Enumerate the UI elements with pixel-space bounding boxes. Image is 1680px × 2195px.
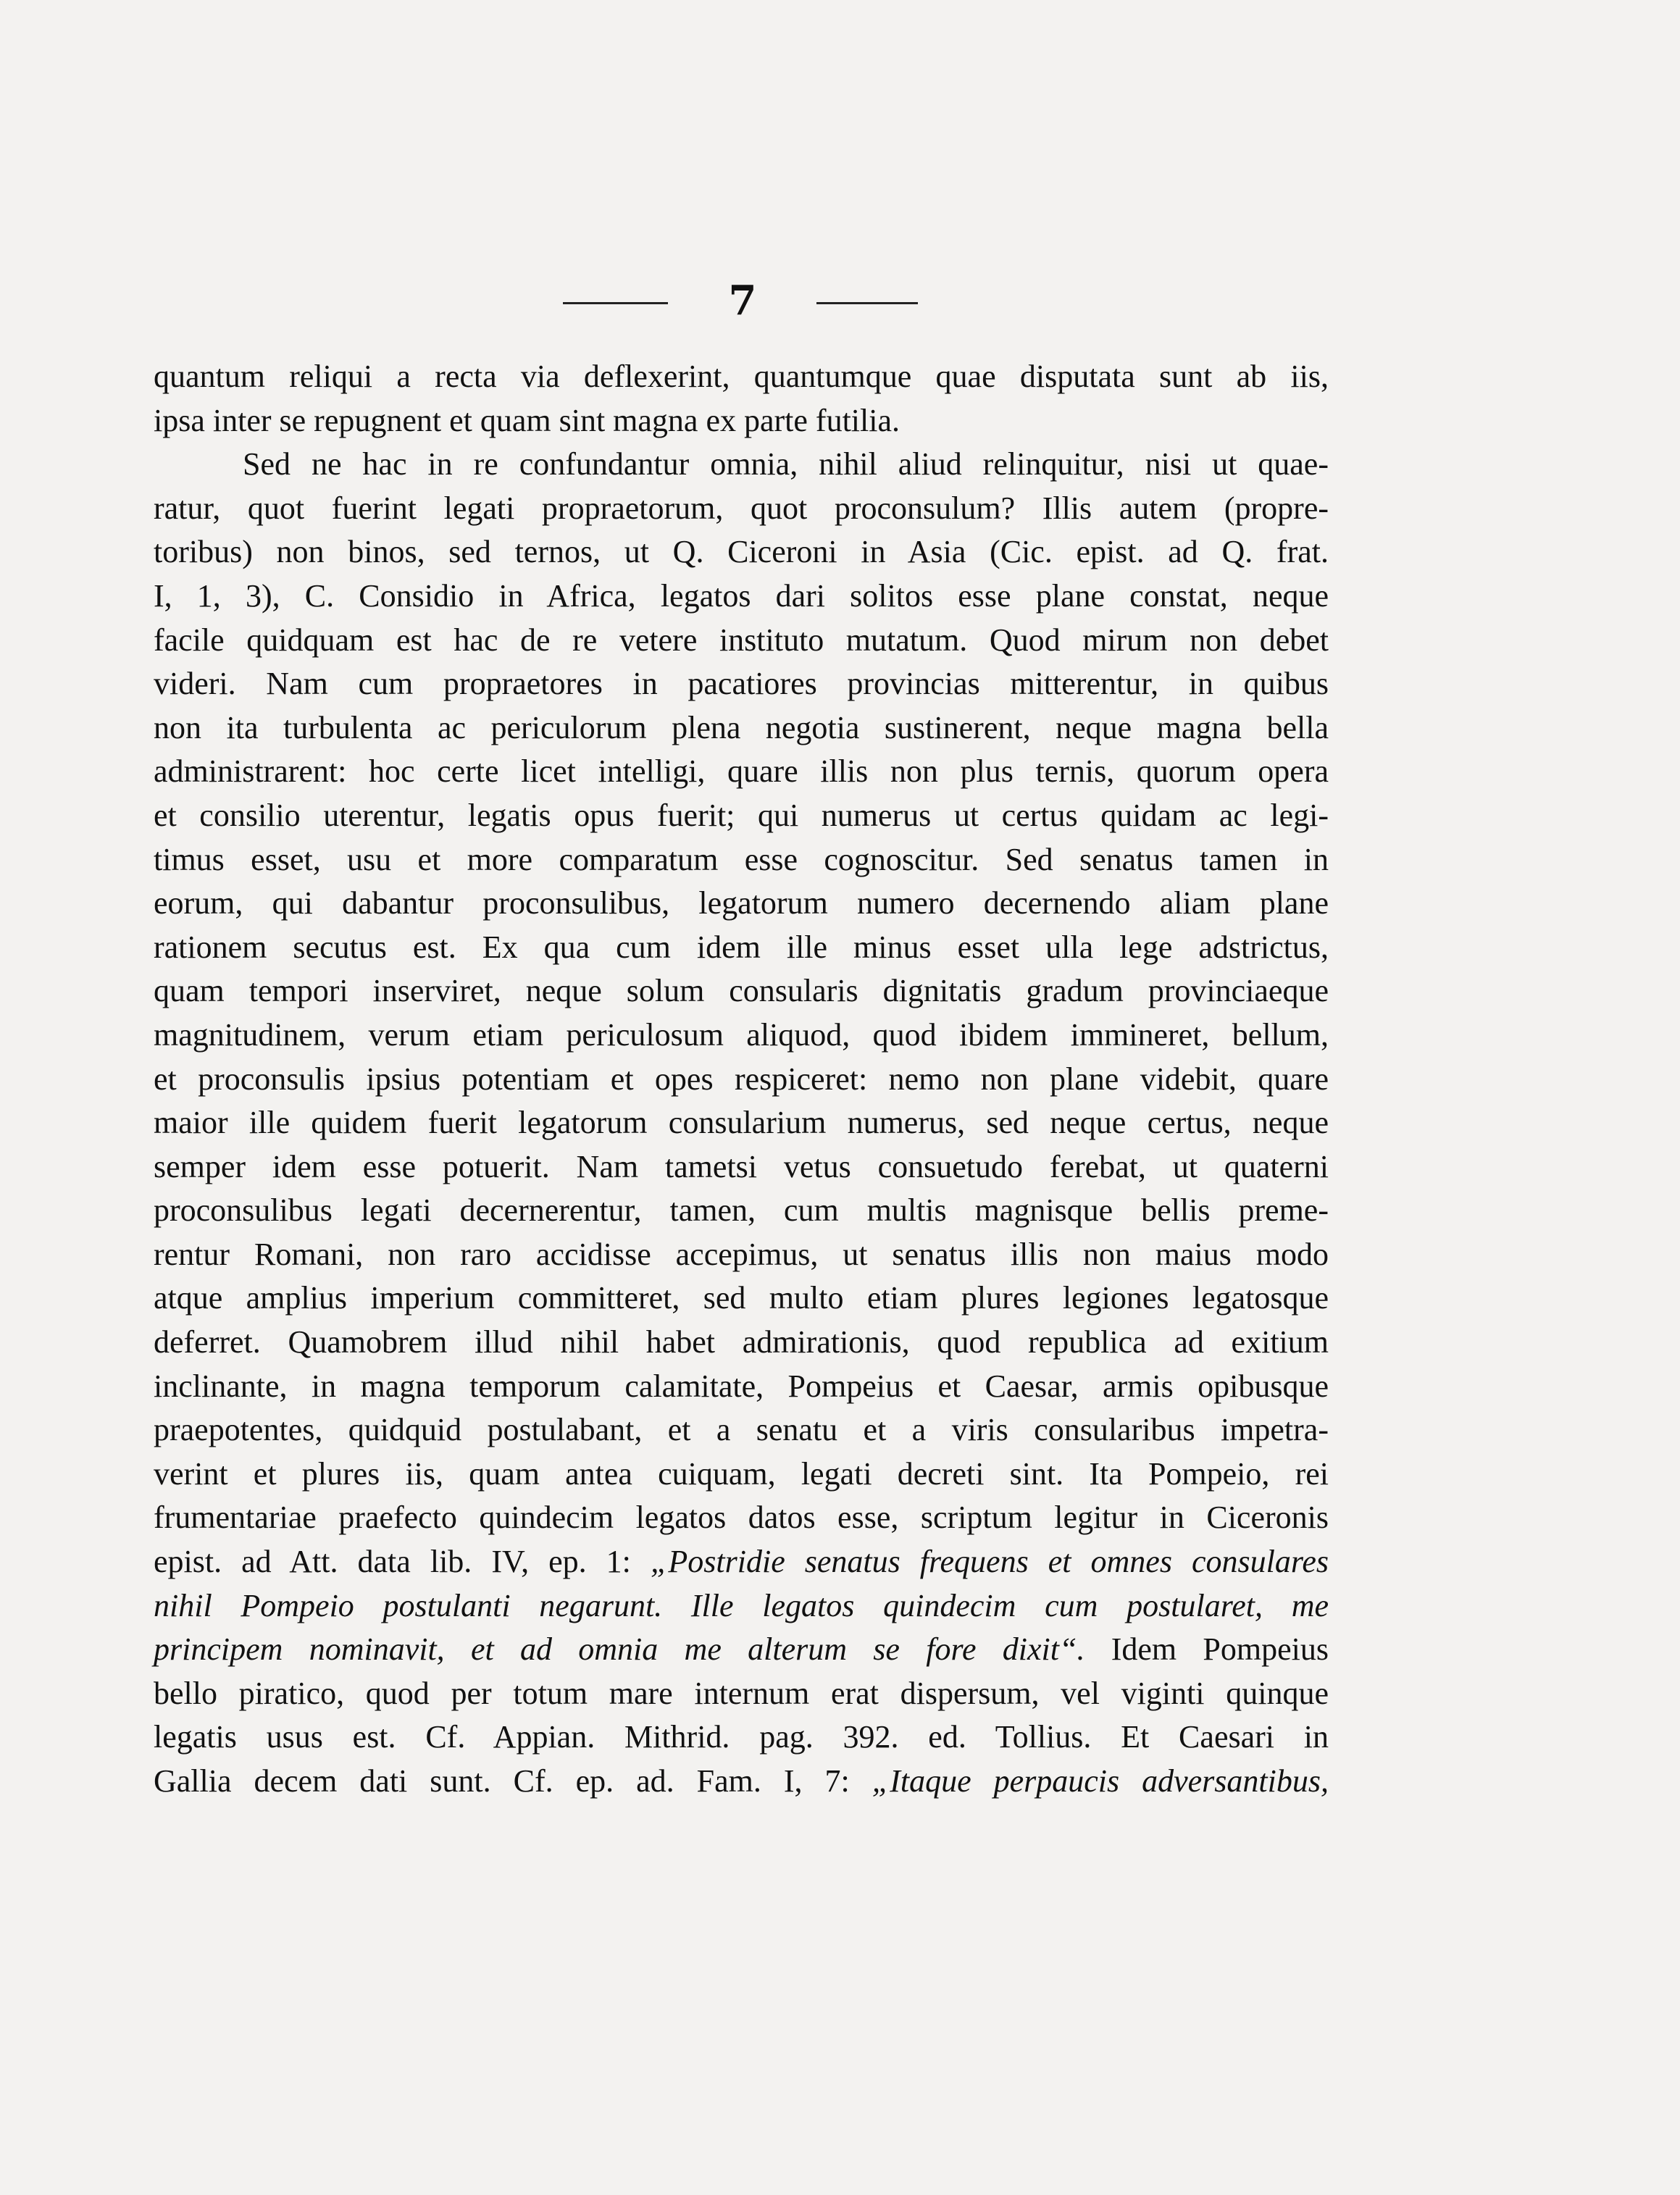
text-line [154,662,1329,706]
text-line [154,750,1329,794]
text-segment: timus esset, usu et more comparatum esse cognoscitur. Sed senatus tamen in [154,841,1329,877]
text-segment: frumentariae praefecto quindecim legatos datos esse, scriptum legitur in Ciceronis [154,1500,1329,1536]
text-line [154,794,1329,838]
text-segment: magnitudinem, verum etiam periculosum aliquod, quod ibidem immineret, bellum, [154,1016,1329,1053]
text-line [154,1189,1329,1233]
text-line [154,882,1329,926]
italic-quote-segment: nihil Pompeio postulanti negarunt. Ille legatos quindecim cum postularet, me [154,1587,1329,1623]
text-line [154,399,1329,443]
text-line [154,1584,1329,1629]
text-segment: toribus) non binos, sed ternos, ut Q. Ciceroni in Asia (Cic. epist. ad Q. frat. [154,534,1329,570]
text-segment: et consilio uterentur, legatis opus fuerit; qui numerus ut certus quidam ac legi- [154,797,1329,833]
text-segment: proconsulibus legati decernerentur, tamen, cum multis magnisque bellis preme- [154,1192,1329,1229]
text-line [154,1452,1329,1497]
text-segment: Idem Pompeius [1085,1631,1329,1668]
text-segment: epist. ad Att. data lib. IV, ep. 1: [154,1544,651,1580]
text-segment: ipsa inter se repugnent et quam sint magna ex parte futilia. [154,402,900,438]
text-segment: maior ille quidem fuerit legatorum consularium numerus, sed neque certus, neque [154,1105,1329,1141]
text-line [154,574,1329,619]
text-line [154,1540,1329,1584]
text-line [154,1408,1329,1452]
text-line [154,1101,1329,1145]
text-line [154,1233,1329,1277]
text-line [154,443,1329,487]
text-segment: deferret. Quamobrem illud nihil habet admirationis, quod republica ad exitium [154,1324,1329,1360]
text-segment: rationem secutus est. Ex qua cum idem ille minus esset ulla lege adstrictus, [154,929,1329,965]
body-text [154,355,1329,1804]
text-segment: verint et plures iis, quam antea cuiquam, legati decreti sint. Ita Pompeio, rei [154,1455,1329,1492]
text-segment: rentur Romani, non raro accidisse accepimus, ut senatus illis non maius modo [154,1236,1329,1272]
text-line [154,1760,1329,1804]
text-line [154,1496,1329,1540]
text-segment: quantum reliqui a recta via deflexerint, quantumque quae disputata sunt ab iis, [154,359,1329,394]
text-segment: praepotentes, quidquid postulabant, et a senatu et a viris consularibus impetra- [154,1412,1329,1448]
text-line [154,1628,1329,1672]
text-line [154,619,1329,663]
text-segment: non ita turbulenta ac periculorum plena negotia sustinerent, neque magna bella [154,709,1329,745]
text-line [154,969,1329,1013]
text-line [154,1321,1329,1365]
text-segment: administrarent: hoc certe licet intelligi, quare illis non plus ternis, quorum opera [154,753,1329,790]
text-segment: I, 1, 3), C. Considio in Africa, legatos dari solitos esse plane constat, neque [154,577,1329,614]
text-segment: eorum, qui dabantur proconsulibus, legatorum numero decernendo aliam plane [154,885,1329,921]
text-line [154,1365,1329,1409]
header-rule-left [563,302,668,304]
text-line [154,1672,1329,1716]
text-segment: et proconsulis ipsius potentiam et opes respiceret: nemo non plane videbit, quare [154,1061,1329,1097]
text-line [154,355,1329,399]
text-segment: Sed ne hac in re confundantur omnia, nihil aliud relinquitur, nisi ut quae- [243,446,1329,482]
text-segment: ratur, quot fuerint legati propraetorum, quot proconsulum? Illis autem (propre- [154,490,1329,526]
italic-quote-segment: „Postridie senatus frequens et omnes consulares [650,1544,1329,1580]
text-line [154,838,1329,882]
text-segment: quam tempori inserviret, neque solum consularis dignitatis gradum provinciaeque [154,973,1329,1009]
text-segment: Gallia decem dati sunt. Cf. ep. ad. Fam. I, 7: [154,1763,872,1799]
text-line [154,1058,1329,1102]
text-line [154,926,1329,970]
text-segment: semper idem esse potuerit. Nam tametsi vetus consuetudo ferebat, ut quaterni [154,1148,1329,1184]
text-line [154,1276,1329,1321]
text-line [154,530,1329,574]
text-line [154,1145,1329,1190]
text-line [154,706,1329,751]
text-segment: facile quidquam est hac de re vetere instituto mutatum. Quod mirum non debet [154,622,1329,658]
page-number: 7 [728,277,757,325]
text-line [154,487,1329,531]
text-segment: inclinante, in magna temporum calamitate, Pompeius et Caesar, armis opibusque [154,1368,1329,1404]
header-rule-right [816,302,918,304]
page-header [0,275,1680,326]
italic-quote-segment: principem nominavit, et ad omnia me alterum se fore dixit“. [154,1631,1085,1668]
text-segment: legatis usus est. Cf. Appian. Mithrid. pag. 392. ed. Tollius. Et Caesari in [154,1719,1329,1755]
text-segment: bello piratico, quod per totum mare internum erat dispersum, vel viginti quinque [154,1675,1329,1711]
text-line [154,1715,1329,1760]
text-segment: atque amplius imperium committeret, sed multo etiam plures legiones legatosque [154,1280,1329,1316]
text-line [154,1013,1329,1058]
italic-quote-segment: „Itaque perpaucis adversantibus, [872,1763,1329,1799]
text-segment: videri. Nam cum propraetores in pacatiores provincias mitterentur, in quibus [154,666,1329,702]
